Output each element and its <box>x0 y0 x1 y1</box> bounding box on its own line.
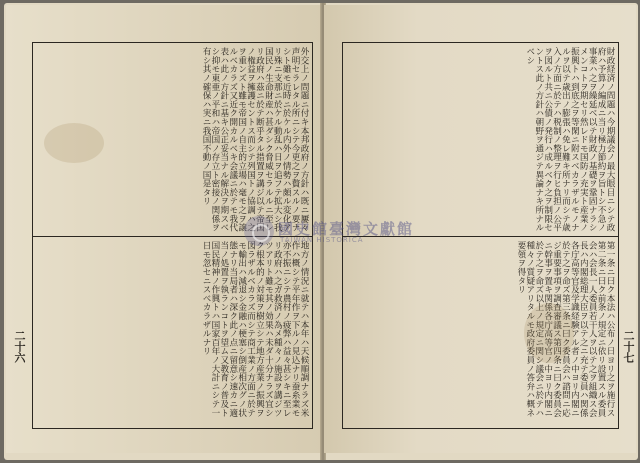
right-page-divider <box>343 236 618 237</box>
left-bottom-text-block: 地方ノ情況ニ就テハ本年ハ天候順調ナラズ米作ハ概シテ平年作ヲ下ルノ見込ナリ蚕糸業モ亦不振ニシテ農村ノ疲弊ハ益々甚シキニ至レリ政府ハ之ガ救済ノ為メ種々ノ施設ヲ講ジツツアリト雖モ其ノ効果ハ未ダ十分ナラズ宜シク根本的ノ対策ヲ樹立シテ地方産業ノ振興ヲ図ラザルベカラズ而シテ商工業ノ方面ニ於テモ輸出ハ減退シ金融ハ梗塞シ倒産相次グノ状態ナリ当局者ハ深ク此ノ点ニ留意シ速カニ適当ノ処置ヲ執ランコトヲ望ム又教育ノ普及ト国民精神ノ作興トハ国家百年ノ大計ニシテ一日モ忽セニスベカラザルナリ <box>201 241 309 417</box>
right-bottom-text-block: 第一条ニ曰ク本法ハ公布ノ日ヨリ之ヲ施行ス第二条ニ曰ク前条ノ規定ニ依リ設置スル委員会ハ会長一人委員若干人ヲ以テ之ヲ組織ス会長ハ内閣総理大臣ヲ以テ之ニ充テ委員ハ関係各庁高等官及学識経験アル者ノ中ヨリ内閣ニ於テ之ヲ命ズ第三条ニ曰ク委員会ハ諮問ニ応ジ重要事項ヲ調査審議ス第四条ニ曰ク委員会ニ幹事ヲ置キ関係各庁高等官ノ中ヨリ内閣ニ於テ之ヲ命ズ以上ノ規定ニ関シ議会ニ於テハ種々ノ質疑アリタルモ政府委員ノ答弁ハ概ネ要領ヲ得タリ <box>515 241 615 417</box>
right-top-text-block: 財政経済ノ問題ハ今期議会ノ最大眼目ニシテ政府ハ予算ノ編成ニ当リ極力節約ヲ旨トシ不急ノ事業ハ之ヲ繰延ベ以テ財政ノ基礎ヲ鞏固ナラシメンコトヲ期セリ然レドモ国防ノ充実ト産業ノ振興トハ到底之ヲ等閑ニ附スベカラザルモノナルヲ以テ歳出ノ膨張ハ免レ難キ所ナリ而シテ歳入ノ方面ニ於テハ税制ノ整理ヲ行ヒ負担ノ公平ヲ図ルト共ニ公債ノ発行ハ成ルベク之ヲ制限セントス此ノ方針ハ朝野ヲ通ジテ異論ナキ所ナルベシ <box>524 47 615 232</box>
left-page-number: 二十六 <box>13 330 26 363</box>
left-page-divider <box>33 236 312 237</box>
paper-stain <box>524 303 574 363</box>
right-page <box>324 5 636 453</box>
paper-stain <box>44 123 104 163</box>
book-spread <box>4 3 638 460</box>
watermark-subtitle: TAIWAN HISTORICA <box>280 236 364 244</box>
right-page-number: 二十七 <box>622 330 635 363</box>
watermark-title: 國史館臺灣文獻館 <box>278 220 415 238</box>
left-page <box>6 5 322 453</box>
left-page-frame <box>32 42 313 429</box>
left-top-text-block: 外交上ノ問題ニ付キ本邦政府ノ方針ハ既ニ屢々声明セラレタル所ニシテ今更之ヲ贅スルノ要ナシト雖モ近時ニ於ケル内外ノ情勢ハ頗ル変化アリ殊ニ支那ニ於ケル動乱ハ日ヲ追フテ拡大シ我国民ノ生命財産ハ甚ダシク脅威セラルルニ至レリ政府ハ茲ニ於テ断乎タル措置ヲ講ジ以テ帝国ノ権益ヲ擁護セントス而シテ列国トノ協調ハ之ヲ重ンズト雖モ帝国ノ自主的立場ハ毫モ之ヲ譲ルベカラズ又近ク開カルベキ会議ニ於テモ我代表ハ此ノ方針ニ基キ公正妥当ナル解決ヲ期スベシ抑モ東亜ノ平和ハ帝国ノ存立ト密接ノ関係ヲ有シ其ノ確保ハ実ニ我国不動ノ国是タリ <box>201 47 309 232</box>
right-page-frame <box>342 42 619 429</box>
